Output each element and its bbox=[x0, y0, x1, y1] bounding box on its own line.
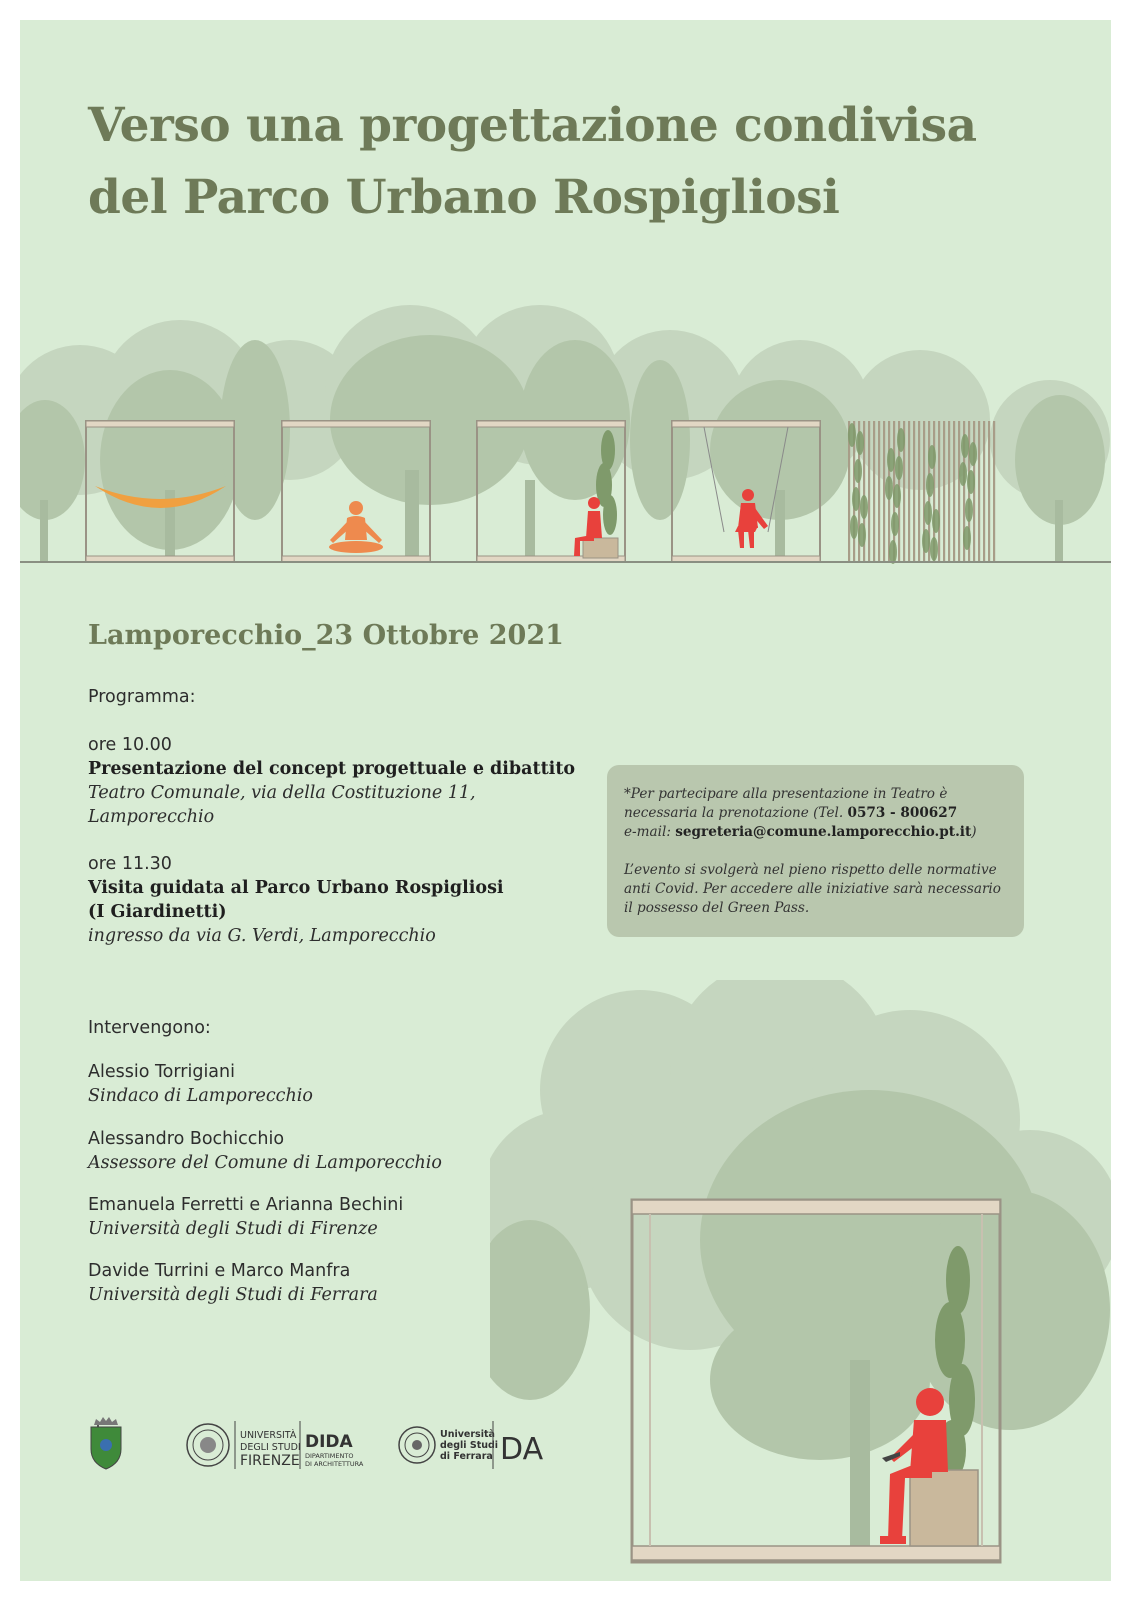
speaker-name: Emanuela Ferretti e Arianna Bechini bbox=[88, 1195, 404, 1215]
note-line: *Per partecipare alla presentazione in Teatro è bbox=[624, 786, 948, 802]
speaker-name: Davide Turrini e Marco Manfra bbox=[88, 1261, 351, 1281]
unife-seal-icon bbox=[399, 1427, 435, 1463]
note-line bbox=[624, 823, 1008, 842]
dida-logo-text: DIPARTIMENTO bbox=[305, 1452, 354, 1460]
note-text: e-mail: bbox=[624, 824, 676, 840]
note-text: necessaria la prenotazione (Tel. bbox=[624, 805, 848, 821]
unifi-seal-icon bbox=[187, 1424, 229, 1466]
title-line-1: Verso una progettazione condivisa bbox=[88, 98, 977, 153]
note-line: il possesso del Green Pass. bbox=[624, 900, 810, 916]
program-item-location: Lamporecchio bbox=[88, 807, 215, 827]
unife-logo-text: degli Studi bbox=[440, 1440, 499, 1451]
tree-silhouettes bbox=[20, 305, 1110, 562]
speaker-role: Assessore del Comune di Lamporecchio bbox=[88, 1153, 442, 1173]
unifi-logo-text: FIRENZE bbox=[240, 1453, 300, 1469]
program-heading: Programma: bbox=[88, 687, 196, 707]
program-item-time: ore 11.30 bbox=[88, 854, 172, 874]
program-item-location: ingresso da via G. Verdi, Lamporecchio bbox=[88, 926, 436, 946]
program-item-2 bbox=[88, 852, 504, 948]
dida-logo-text: DI ARCHITETTURA bbox=[305, 1460, 364, 1468]
dida-logo-text: DIDA bbox=[305, 1432, 353, 1452]
speakers-heading: Intervengono: bbox=[88, 1018, 211, 1038]
email-link[interactable]: segreteria@comune.lamporecchio.pt.it bbox=[675, 824, 972, 840]
event-place-date: Lamporecchio_23 Ottobre 2021 bbox=[88, 620, 564, 651]
pavilions-illustration bbox=[20, 290, 1111, 590]
speaker-role: Sindaco di Lamporecchio bbox=[88, 1086, 313, 1106]
unife-logo-text: di Ferrara bbox=[440, 1451, 493, 1462]
unifi-logo-text: UNIVERSITÀ bbox=[240, 1430, 297, 1441]
phone-number: 0573 - 800627 bbox=[847, 805, 958, 821]
program-item-time: ore 10.00 bbox=[88, 735, 172, 755]
speaker-role: Università degli Studi di Ferrara bbox=[88, 1285, 378, 1305]
large-pavilion-illustration bbox=[490, 980, 1111, 1581]
note-text: ) bbox=[971, 824, 977, 840]
note-line bbox=[624, 804, 1008, 823]
page-title bbox=[88, 90, 977, 234]
lamporecchio-coat-of-arms-icon bbox=[91, 1417, 121, 1469]
program-item-location: Teatro Comunale, via della Costituzione 11, bbox=[88, 783, 476, 803]
large-tree-silhouettes bbox=[490, 980, 1111, 1560]
program-item-title: Visita guidata al Parco Urbano Rospigliosi bbox=[88, 878, 504, 898]
title-line-2: del Parco Urbano Rospigliosi bbox=[88, 170, 840, 225]
note-line: L’evento si svolgerà nel pieno rispetto delle normative bbox=[624, 862, 997, 878]
booking-note bbox=[607, 765, 1024, 937]
program-item-title: Presentazione del concept progettuale e dibattito bbox=[88, 759, 576, 779]
speaker-name: Alessandro Bochicchio bbox=[88, 1129, 285, 1149]
bench-box bbox=[910, 1470, 978, 1546]
logos-row bbox=[88, 1415, 558, 1475]
yoga-figure bbox=[329, 501, 383, 553]
speaker-name: Alessio Torrigiani bbox=[88, 1062, 235, 1082]
unifi-logo-text: DEGLI STUDI bbox=[240, 1442, 301, 1453]
unife-logo-text: Università bbox=[440, 1429, 495, 1440]
speaker-item bbox=[88, 1060, 313, 1108]
program-item-title: (I Giardinetti) bbox=[88, 902, 227, 922]
note-line: anti Covid. Per accedere alle iniziative sarà necessario bbox=[624, 881, 1001, 897]
program-item-1 bbox=[88, 733, 575, 829]
da-logo-text: DA bbox=[500, 1432, 544, 1467]
laptop-icon bbox=[882, 1452, 900, 1462]
speaker-item bbox=[88, 1127, 442, 1175]
ground-line bbox=[20, 561, 1111, 563]
speaker-role: Università degli Studi di Firenze bbox=[88, 1219, 378, 1239]
speaker-item bbox=[88, 1193, 403, 1241]
poster bbox=[20, 20, 1111, 1581]
speaker-item bbox=[88, 1259, 378, 1307]
